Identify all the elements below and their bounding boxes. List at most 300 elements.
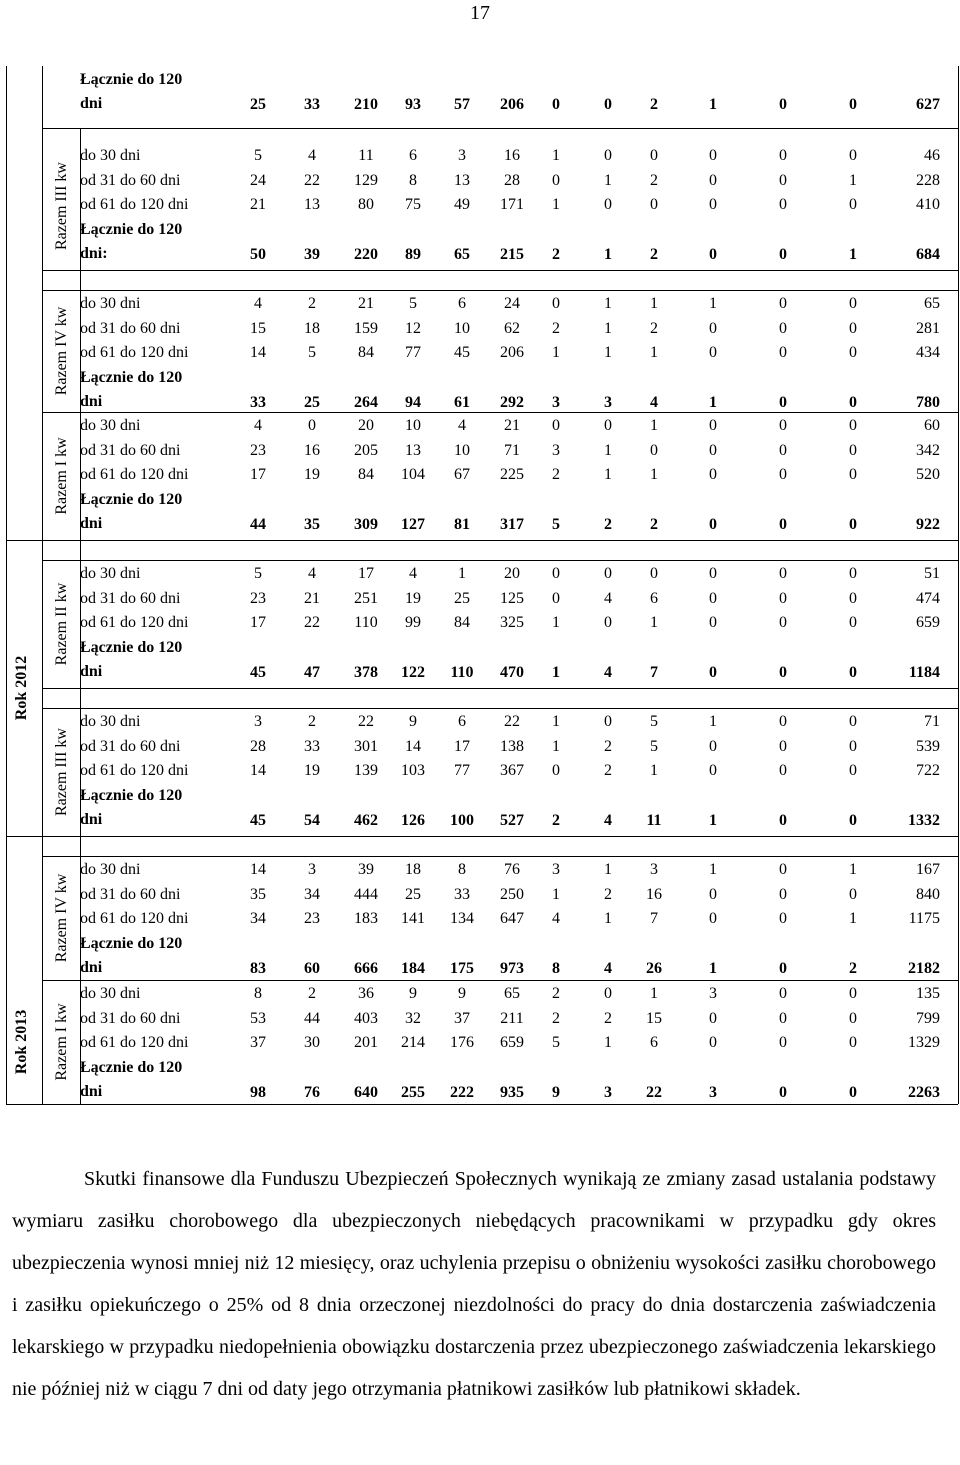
value-cell: 125 (500, 589, 524, 607)
value-cell: 220 (354, 245, 378, 263)
value-cell: 2 (552, 466, 560, 483)
value-cell: 0 (849, 96, 857, 113)
value-cell: 0 (849, 985, 857, 1002)
value-cell: 94 (405, 393, 421, 411)
table-row (80, 562, 960, 586)
value-cell: 2 (650, 515, 658, 533)
value-cell: 1 (650, 344, 658, 361)
value-cell: 33 (454, 885, 470, 903)
row-label: od 31 do 60 dni (80, 885, 181, 903)
value-cell: 21 (304, 589, 320, 607)
value-cell: 11 (646, 811, 662, 829)
value-cell: 0 (709, 196, 717, 213)
row-total-cell: 342 (916, 441, 940, 459)
value-cell: 10 (454, 319, 470, 337)
row-total-cell: 474 (916, 589, 940, 607)
value-cell: 5 (308, 344, 316, 361)
value-cell: 4 (604, 589, 612, 607)
value-cell: 175 (450, 959, 474, 977)
value-cell: 44 (304, 1009, 320, 1027)
table-row (80, 317, 960, 341)
value-cell: 251 (354, 589, 378, 607)
value-cell: 5 (650, 737, 658, 755)
value-cell: 60 (304, 959, 320, 977)
value-cell: 0 (849, 762, 857, 779)
value-cell: 16 (646, 885, 662, 903)
value-cell: 462 (354, 811, 378, 829)
value-cell: 11 (358, 147, 374, 164)
value-cell: 0 (849, 344, 857, 361)
row-label: Łącznie do 120 dni (80, 786, 183, 828)
value-cell: 317 (500, 515, 524, 533)
value-cell: 309 (354, 515, 378, 533)
row-total-cell: 410 (916, 196, 940, 213)
value-cell: 2 (604, 762, 612, 779)
quarter-label: Razem III kw (53, 162, 70, 250)
row-label: od 61 do 120 dni (80, 344, 189, 361)
value-cell: 0 (779, 393, 787, 411)
total-row (80, 636, 960, 686)
value-cell: 0 (604, 713, 612, 730)
table-rule-9 (42, 856, 958, 857)
value-cell: 0 (709, 515, 717, 533)
value-cell: 0 (849, 565, 857, 582)
value-cell: 0 (709, 589, 717, 607)
value-cell: 34 (250, 910, 266, 927)
value-cell: 0 (709, 614, 717, 631)
value-cell: 1 (552, 663, 560, 681)
row-label: od 31 do 60 dni (80, 319, 181, 337)
value-cell: 1 (552, 344, 560, 361)
row-total-cell: 780 (916, 393, 940, 411)
value-cell: 1 (458, 565, 466, 582)
value-cell: 5 (409, 295, 417, 312)
row-label: do 30 dni (80, 565, 141, 582)
value-cell: 103 (401, 762, 425, 779)
row-total-cell: 60 (924, 417, 940, 434)
value-cell: 37 (250, 1034, 266, 1051)
value-cell: 0 (779, 344, 787, 361)
value-cell: 3 (458, 147, 466, 164)
value-cell: 5 (552, 515, 560, 533)
value-cell: 264 (354, 393, 378, 411)
row-total-cell: 434 (916, 344, 940, 361)
row-label: Łącznie do 120 dni: (80, 220, 183, 262)
value-cell: 0 (849, 589, 857, 607)
value-cell: 1 (849, 910, 857, 927)
value-cell: 1 (650, 417, 658, 434)
value-cell: 9 (458, 985, 466, 1002)
value-cell: 21 (358, 295, 374, 312)
table-rule-6 (42, 688, 958, 689)
row-total-cell: 659 (916, 614, 940, 631)
row-total-cell: 520 (916, 466, 940, 483)
value-cell: 4 (254, 295, 262, 312)
value-cell: 2 (650, 171, 658, 189)
value-cell: 0 (779, 1034, 787, 1051)
row-label: do 30 dni (80, 713, 141, 730)
value-cell: 1 (604, 1034, 612, 1051)
total-row (80, 488, 960, 538)
value-cell: 2 (308, 295, 316, 312)
value-cell: 0 (604, 417, 612, 434)
value-cell: 76 (304, 1083, 320, 1101)
value-cell: 1 (552, 737, 560, 755)
table-rule-1 (42, 270, 958, 271)
value-cell: 84 (358, 344, 374, 361)
value-cell: 403 (354, 1009, 378, 1027)
value-cell: 20 (358, 417, 374, 434)
row-total-cell: 281 (916, 319, 940, 337)
value-cell: 0 (709, 762, 717, 779)
value-cell: 23 (304, 910, 320, 927)
value-cell: 57 (454, 96, 470, 113)
value-cell: 2 (604, 1009, 612, 1027)
value-cell: 444 (354, 885, 378, 903)
value-cell: 5 (254, 565, 262, 582)
value-cell: 39 (304, 245, 320, 263)
row-total-cell: 722 (916, 762, 940, 779)
table-rule-0 (42, 128, 958, 129)
value-cell: 17 (454, 737, 470, 755)
value-cell: 138 (500, 737, 524, 755)
value-cell: 100 (450, 811, 474, 829)
table-row (80, 858, 960, 882)
value-cell: 13 (454, 171, 470, 189)
value-cell: 325 (500, 614, 524, 631)
row-label: Łącznie do 120 dni (80, 638, 183, 680)
value-cell: 3 (552, 393, 560, 411)
value-cell: 28 (250, 737, 266, 755)
value-cell: 12 (405, 319, 421, 337)
value-cell: 6 (409, 147, 417, 164)
value-cell: 1 (849, 861, 857, 878)
row-total-cell: 922 (916, 515, 940, 533)
value-cell: 0 (709, 417, 717, 434)
quarter-label: Razem I kw (53, 1003, 70, 1081)
value-cell: 1 (552, 614, 560, 631)
value-cell: 0 (849, 1083, 857, 1101)
value-cell: 21 (250, 196, 266, 213)
value-cell: 24 (504, 295, 520, 312)
value-cell: 3 (308, 861, 316, 878)
value-cell: 0 (849, 319, 857, 337)
value-cell: 24 (250, 171, 266, 189)
value-cell: 0 (650, 196, 658, 213)
value-cell: 8 (552, 959, 560, 977)
value-cell: 0 (849, 147, 857, 164)
value-cell: 0 (709, 910, 717, 927)
row-label: od 61 do 120 dni (80, 614, 189, 631)
row-label: do 30 dni (80, 147, 141, 164)
value-cell: 13 (405, 441, 421, 459)
value-cell: 8 (458, 861, 466, 878)
value-cell: 16 (504, 147, 520, 164)
table-row (80, 144, 960, 168)
value-cell: 0 (779, 565, 787, 582)
value-cell: 28 (504, 171, 520, 189)
value-cell: 45 (250, 811, 266, 829)
value-cell: 1 (709, 959, 717, 977)
value-cell: 110 (450, 663, 474, 681)
value-cell: 17 (358, 565, 374, 582)
value-cell: 1 (650, 985, 658, 1002)
value-cell: 4 (458, 417, 466, 434)
value-cell: 76 (504, 861, 520, 878)
table-rule-7 (42, 708, 958, 709)
value-cell: 9 (552, 1083, 560, 1101)
value-cell: 2 (308, 713, 316, 730)
value-cell: 0 (779, 466, 787, 483)
value-cell: 0 (779, 861, 787, 878)
row-total-cell: 167 (916, 861, 940, 878)
value-cell: 16 (304, 441, 320, 459)
value-cell: 10 (405, 417, 421, 434)
value-cell: 33 (304, 96, 320, 113)
value-cell: 210 (354, 96, 378, 113)
value-cell: 0 (552, 589, 560, 607)
value-cell: 378 (354, 663, 378, 681)
value-cell: 10 (454, 441, 470, 459)
value-cell: 3 (552, 861, 560, 878)
value-cell: 4 (604, 811, 612, 829)
value-cell: 1 (552, 713, 560, 730)
value-cell: 205 (354, 441, 378, 459)
row-label: Łącznie do 120 dni (80, 490, 183, 532)
value-cell: 0 (779, 910, 787, 927)
value-cell: 15 (250, 319, 266, 337)
value-cell: 3 (709, 985, 717, 1002)
value-cell: 141 (401, 910, 425, 927)
value-cell: 122 (401, 663, 425, 681)
value-cell: 0 (779, 589, 787, 607)
value-cell: 18 (304, 319, 320, 337)
value-cell: 3 (709, 1083, 717, 1101)
value-cell: 2 (604, 737, 612, 755)
row-label: Łącznie do 120 dni (80, 934, 183, 976)
value-cell: 2 (604, 515, 612, 533)
value-cell: 0 (709, 344, 717, 361)
value-cell: 640 (354, 1083, 378, 1101)
value-cell: 0 (552, 96, 560, 113)
value-cell: 0 (709, 171, 717, 189)
table-row (80, 611, 960, 635)
value-cell: 37 (454, 1009, 470, 1027)
row-total-cell: 1175 (908, 910, 940, 927)
row-total-cell: 46 (924, 147, 940, 164)
value-cell: 0 (779, 985, 787, 1002)
value-cell: 4 (604, 663, 612, 681)
value-cell: 0 (308, 417, 316, 434)
value-cell: 4 (604, 959, 612, 977)
value-cell: 6 (650, 1034, 658, 1051)
value-cell: 19 (304, 466, 320, 483)
row-total-cell: 228 (916, 171, 940, 189)
value-cell: 1 (849, 171, 857, 189)
value-cell: 2 (552, 319, 560, 337)
value-cell: 0 (849, 441, 857, 459)
value-cell: 0 (849, 417, 857, 434)
value-cell: 0 (650, 147, 658, 164)
value-cell: 14 (250, 762, 266, 779)
row-total-cell: 799 (916, 1009, 940, 1027)
value-cell: 35 (250, 885, 266, 903)
value-cell: 0 (709, 441, 717, 459)
value-cell: 5 (650, 713, 658, 730)
value-cell: 104 (401, 466, 425, 483)
row-total-cell: 1329 (908, 1034, 940, 1051)
table-row (80, 883, 960, 907)
value-cell: 25 (454, 589, 470, 607)
row-label: do 30 dni (80, 861, 141, 878)
table-row (80, 193, 960, 217)
value-cell: 176 (450, 1034, 474, 1051)
value-cell: 1 (650, 466, 658, 483)
value-cell: 62 (504, 319, 520, 337)
value-cell: 0 (604, 96, 612, 113)
value-cell: 13 (304, 196, 320, 213)
value-cell: 0 (849, 811, 857, 829)
row-label: Łącznie do 120 dni (80, 71, 183, 112)
value-cell: 4 (308, 565, 316, 582)
value-cell: 0 (709, 245, 717, 263)
table-row (80, 982, 960, 1006)
quarter-label: Razem II kw (53, 582, 70, 666)
value-cell: 0 (650, 565, 658, 582)
value-cell: 1 (604, 171, 612, 189)
value-cell: 1 (650, 295, 658, 312)
value-cell: 206 (500, 344, 524, 361)
value-cell: 81 (454, 515, 470, 533)
value-cell: 9 (409, 713, 417, 730)
total-row (80, 932, 960, 982)
row-total-cell: 1184 (908, 663, 940, 681)
value-cell: 470 (500, 663, 524, 681)
value-cell: 159 (354, 319, 378, 337)
value-cell: 206 (500, 96, 524, 113)
body-paragraph: Skutki finansowe dla Funduszu Ubezpieczeń Społecznych wynikają ze zmiany zasad ustalania podstawy wymiaru zasiłku chorobowego dla ubezpieczonych niebędących pracownikami w przypadku gdy okres ubezpieczenia wynosi mniej niż 12 miesięcy, oraz uchylenia przepisu o obniżeniu wysokości zasiłku chorobowego i zasiłku opiekuńczego o 25% od 8 dnia orzeczonej niezdolności do pracy do dnia dostarczenia zaświadczenia lekarskiego w przypadku niedopełnienia obowiązku dostarczenia przez ubezpieczonego zaświadczenia lekarskiego nie później niż w ciągu 7 dni od daty jego otrzymania płatnikowi zasiłków lub płatnikowi składek. (12, 1168, 936, 1400)
value-cell: 22 (304, 614, 320, 631)
value-cell: 215 (500, 245, 524, 263)
table-border-left (6, 66, 7, 1104)
value-cell: 3 (650, 861, 658, 878)
value-cell: 129 (354, 171, 378, 189)
value-cell: 93 (405, 96, 421, 113)
value-cell: 65 (454, 245, 470, 263)
value-cell: 0 (709, 319, 717, 337)
value-cell: 222 (450, 1083, 474, 1101)
value-cell: 2 (552, 985, 560, 1002)
table-rule-4 (6, 540, 958, 541)
value-cell: 1 (604, 245, 612, 263)
row-total-cell: 2263 (908, 1083, 940, 1101)
table-row (80, 341, 960, 365)
value-cell: 1 (604, 861, 612, 878)
value-cell: 75 (405, 196, 421, 213)
value-cell: 47 (304, 663, 320, 681)
value-cell: 8 (254, 985, 262, 1002)
value-cell: 14 (250, 344, 266, 361)
value-cell: 255 (401, 1083, 425, 1101)
value-cell: 33 (304, 737, 320, 755)
value-cell: 0 (849, 393, 857, 411)
value-cell: 0 (779, 959, 787, 977)
value-cell: 67 (454, 466, 470, 483)
value-cell: 0 (604, 196, 612, 213)
value-cell: 89 (405, 245, 421, 263)
value-cell: 19 (304, 762, 320, 779)
value-cell: 0 (779, 147, 787, 164)
value-cell: 0 (779, 811, 787, 829)
value-cell: 7 (650, 663, 658, 681)
value-cell: 2 (650, 96, 658, 113)
value-cell: 5 (254, 147, 262, 164)
value-cell: 6 (650, 589, 658, 607)
value-cell: 0 (849, 1009, 857, 1027)
value-cell: 183 (354, 910, 378, 927)
row-label: od 61 do 120 dni (80, 1034, 189, 1051)
value-cell: 1 (709, 713, 717, 730)
value-cell: 22 (304, 171, 320, 189)
value-cell: 26 (646, 959, 662, 977)
value-cell: 0 (709, 1009, 717, 1027)
value-cell: 0 (779, 245, 787, 263)
value-cell: 126 (401, 811, 425, 829)
value-cell: 30 (304, 1034, 320, 1051)
value-cell: 0 (849, 515, 857, 533)
row-label: Łącznie do 120 dni (80, 368, 183, 410)
value-cell: 0 (779, 96, 787, 113)
value-cell: 2 (552, 811, 560, 829)
row-total-cell: 684 (916, 245, 940, 263)
value-cell: 1 (709, 811, 717, 829)
value-cell: 0 (709, 565, 717, 582)
row-total-cell: 627 (916, 96, 940, 113)
value-cell: 0 (709, 737, 717, 755)
value-cell: 250 (500, 885, 524, 903)
value-cell: 4 (552, 910, 560, 927)
row-total-cell: 1332 (908, 811, 940, 829)
value-cell: 77 (454, 762, 470, 779)
value-cell: 19 (405, 589, 421, 607)
row-label: od 31 do 60 dni (80, 171, 181, 189)
value-cell: 33 (250, 393, 266, 411)
value-cell: 0 (779, 417, 787, 434)
value-cell: 8 (409, 171, 417, 189)
table-rule-2 (42, 290, 958, 291)
value-cell: 1 (709, 295, 717, 312)
value-cell: 2 (604, 885, 612, 903)
value-cell: 45 (250, 663, 266, 681)
value-cell: 0 (779, 1009, 787, 1027)
value-cell: 44 (250, 515, 266, 533)
value-cell: 0 (552, 762, 560, 779)
value-cell: 4 (254, 417, 262, 434)
table-row (80, 1031, 960, 1055)
value-cell: 0 (650, 441, 658, 459)
table-row (80, 735, 960, 759)
value-cell: 0 (849, 885, 857, 903)
value-cell: 0 (849, 663, 857, 681)
value-cell: 659 (500, 1034, 524, 1051)
value-cell: 0 (849, 713, 857, 730)
value-cell: 0 (779, 885, 787, 903)
table-row (80, 414, 960, 438)
row-label: od 61 do 120 dni (80, 910, 189, 927)
value-cell: 17 (250, 614, 266, 631)
row-label: do 30 dni (80, 985, 141, 1002)
value-cell: 65 (504, 985, 520, 1002)
